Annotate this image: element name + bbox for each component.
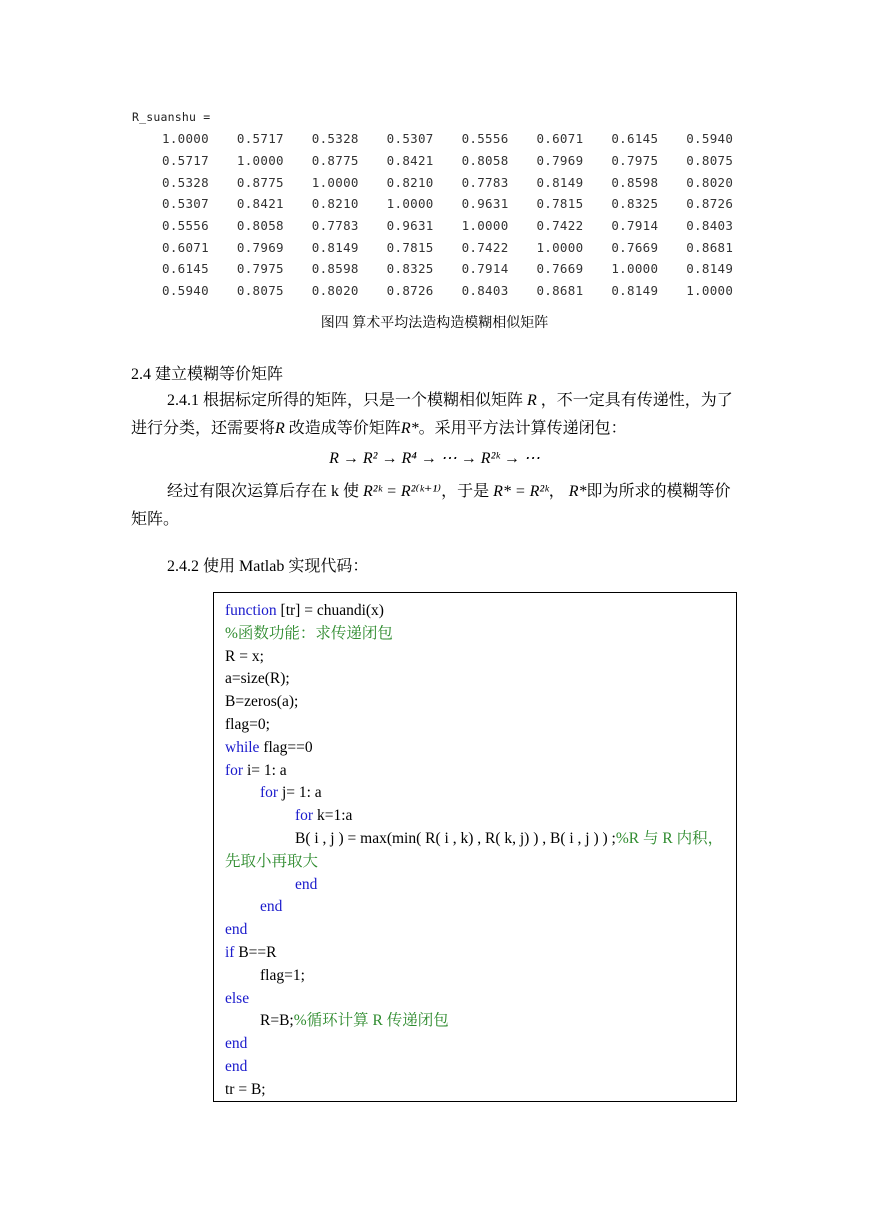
matrix-cell: 0.7815 [386,239,434,255]
matrix-cell: 0.8325 [386,261,434,277]
code-keyword: while [225,738,260,756]
matrix-cell: 0.8149 [311,239,359,255]
matrix-cell: 1.0000 [536,239,584,255]
matrix-cell: 0.7914 [611,218,659,234]
code-lines [225,600,730,1102]
matrix-cell: 0.8149 [536,174,584,190]
matrix-cell: 0.9631 [386,218,434,234]
code-line: a=size(R); [225,670,290,688]
p1-text-d: 。采用平方法计算传递闭包： [418,420,627,437]
matrix-cell: 0.6071 [536,131,584,147]
code-keyword: if [225,943,235,961]
p1-math-r: R [527,392,537,409]
subsection-2-4-2: 2.4.2 使用 Matlab 实现代码： [167,558,369,575]
p2-text-c: ， [548,483,565,500]
matrix-cell: 0.5940 [162,283,209,299]
matrix-row [162,193,761,215]
code-text: B==R [234,943,277,961]
matrix-cell: 0.8325 [611,196,659,212]
matrix-cell: 0.8058 [461,153,509,169]
matrix-cell: 0.8598 [611,174,659,190]
matrix-cell: 0.8403 [461,283,509,299]
code-text: flag==0 [259,738,313,756]
matrix-cell: 0.7969 [236,239,284,255]
matrix-cell: 1.0000 [236,153,284,169]
code-line [225,1010,730,1033]
matrix-title: R_suanshu = [132,110,211,124]
similarity-matrix [162,128,761,302]
matrix-cell: 0.7815 [536,196,584,212]
matrix-cell: 0.8775 [236,174,284,190]
code-keyword-line: else [225,989,250,1007]
code-line [225,600,730,623]
p2-math-eq1: R²ᵏ = R²⁽ᵏ⁺¹⁾ [363,483,442,500]
p1-text-c: 改造成等价矩阵 [288,420,401,437]
matrix-cell: 0.7669 [611,239,659,255]
code-line: tr = B; [225,1080,266,1098]
matrix-cell: 0.6071 [162,239,209,255]
section-heading: 2.4 建立模糊等价矩阵 [131,366,284,383]
p1-text-b: ，不一定具有传递性，为了进行分类，还需要将 [131,392,733,437]
matrix-cell: 0.8020 [311,283,359,299]
matrix-cell: 0.8403 [686,218,734,234]
code-text: B( i , j ) = max(min( R( i , k) , R( k, j) ) , B( i , j ) ) ; [295,829,616,847]
p1-math-rstar: R* [400,420,419,437]
matrix-cell: 0.8058 [236,218,284,234]
matrix-cell: 0.5307 [162,196,209,212]
code-text: k=1:a [313,807,353,825]
code-keyword: for [225,761,244,779]
code-line [225,805,730,828]
matrix-cell: 0.5556 [461,131,509,147]
code-line [225,782,730,805]
p2-math-eq2: R* = R²ᵏ [493,483,549,500]
code-line: flag=1; [260,966,305,984]
paragraph-equivalence [131,478,739,534]
p2-text-a: 经过有限次运算后存在 k 使 [167,483,360,500]
paragraph-2-4-1 [131,387,739,443]
matrix-cell: 0.7422 [461,239,509,255]
matrix-cell: 0.7783 [461,174,509,190]
code-line [225,737,730,760]
matrix-row [162,258,761,280]
matrix-cell: 0.7914 [461,261,509,277]
code-comment: %循环计算 R 传递闭包 [293,1012,449,1030]
p1-text-a: 2.4.1 根据标定所得的矩阵，只是一个模糊相似矩阵 [167,392,524,409]
matrix-cell: 0.7969 [536,153,584,169]
matrix-cell: 1.0000 [461,218,509,234]
code-keyword: for [260,784,279,802]
code-text: i= 1: a [243,761,287,779]
matrix-cell: 0.8726 [386,283,434,299]
code-line: B=zeros(a); [225,693,299,711]
matrix-cell: 0.5940 [686,131,734,147]
matrix-cell: 0.8210 [386,174,434,190]
matrix-cell: 0.7783 [311,218,359,234]
matrix-cell: 0.8149 [611,283,659,299]
matrix-cell: 1.0000 [611,261,659,277]
matrix-cell: 0.5328 [311,131,359,147]
matrix-cell: 0.8149 [686,261,734,277]
p2-text-b: ，于是 [441,483,490,500]
code-keyword: function [225,602,277,619]
code-keyword: for [295,807,314,825]
code-line: R = x; [225,647,264,665]
matrix-cell: 0.8421 [236,196,284,212]
code-line [225,828,730,874]
caption-text: 图四 算术平均法造构造模糊相似矩阵 [320,316,549,331]
matrix-cell: 0.5328 [162,174,209,190]
p2-math-rstar: R* [568,483,587,500]
matrix-row [162,150,761,172]
matrix-cell: 0.6145 [162,261,209,277]
code-text: R=B; [260,1012,294,1030]
matrix-cell: 0.5307 [386,131,434,147]
matrix-cell: 0.7975 [236,261,284,277]
matrix-cell: 0.5717 [162,153,209,169]
matrix-row [162,171,761,193]
code-keyword-line: end [225,921,248,939]
code-line [225,760,730,783]
matrix-cell: 0.8681 [536,283,584,299]
code-text: j= 1: a [278,784,322,802]
matrix-cell: 0.5556 [162,218,209,234]
matrix-cell: 1.0000 [686,283,734,299]
matrix-cell: 0.7669 [536,261,584,277]
matrix-cell: 0.6145 [611,131,659,147]
matrix-cell: 0.8421 [386,153,434,169]
matrix-cell: 0.9631 [461,196,509,212]
matrix-cell: 0.5717 [236,131,284,147]
code-keyword-line: end [225,1057,248,1075]
matrix-cell: 0.8075 [686,153,734,169]
square-method-formula: R → R² → R⁴ → ⋯ → R²ᵏ → ⋯ [329,450,540,467]
code-line: flag=0; [225,715,270,733]
code-keyword-line: end [260,898,283,916]
matrix-cell: 0.7975 [611,153,659,169]
matrix-cell: 0.8075 [236,283,284,299]
p1-math-r2: R [275,420,285,437]
matrix-cell: 1.0000 [311,174,359,190]
code-line [225,942,730,965]
matrix-row [162,215,761,237]
matrix-cell: 1.0000 [162,131,209,147]
code-keyword-line: end [225,1035,248,1053]
code-comment-line: %函数功能：求传递闭包 [225,624,393,642]
matrix-row [162,236,761,258]
code-comment: %R 与 R 内积，先取小再取大 [225,829,724,870]
matrix-cell: 0.8775 [311,153,359,169]
matrix-cell: 0.7422 [536,218,584,234]
matlab-code-box [213,592,737,1102]
code-keyword-line: end [295,875,318,893]
p2-text-d: 即为所求的模糊等价矩阵。 [131,483,731,528]
matrix-cell: 1.0000 [386,196,434,212]
matrix-cell: 0.8210 [311,196,359,212]
figure-caption [0,312,869,332]
code-text: [tr] = chuandi(x) [276,602,384,619]
matrix-cell: 0.8020 [686,174,734,190]
matrix-row [162,128,761,150]
matrix-cell: 0.8681 [686,239,734,255]
matrix-cell: 0.8598 [311,261,359,277]
matrix-cell: 0.8726 [686,196,734,212]
matrix-row [162,280,761,302]
